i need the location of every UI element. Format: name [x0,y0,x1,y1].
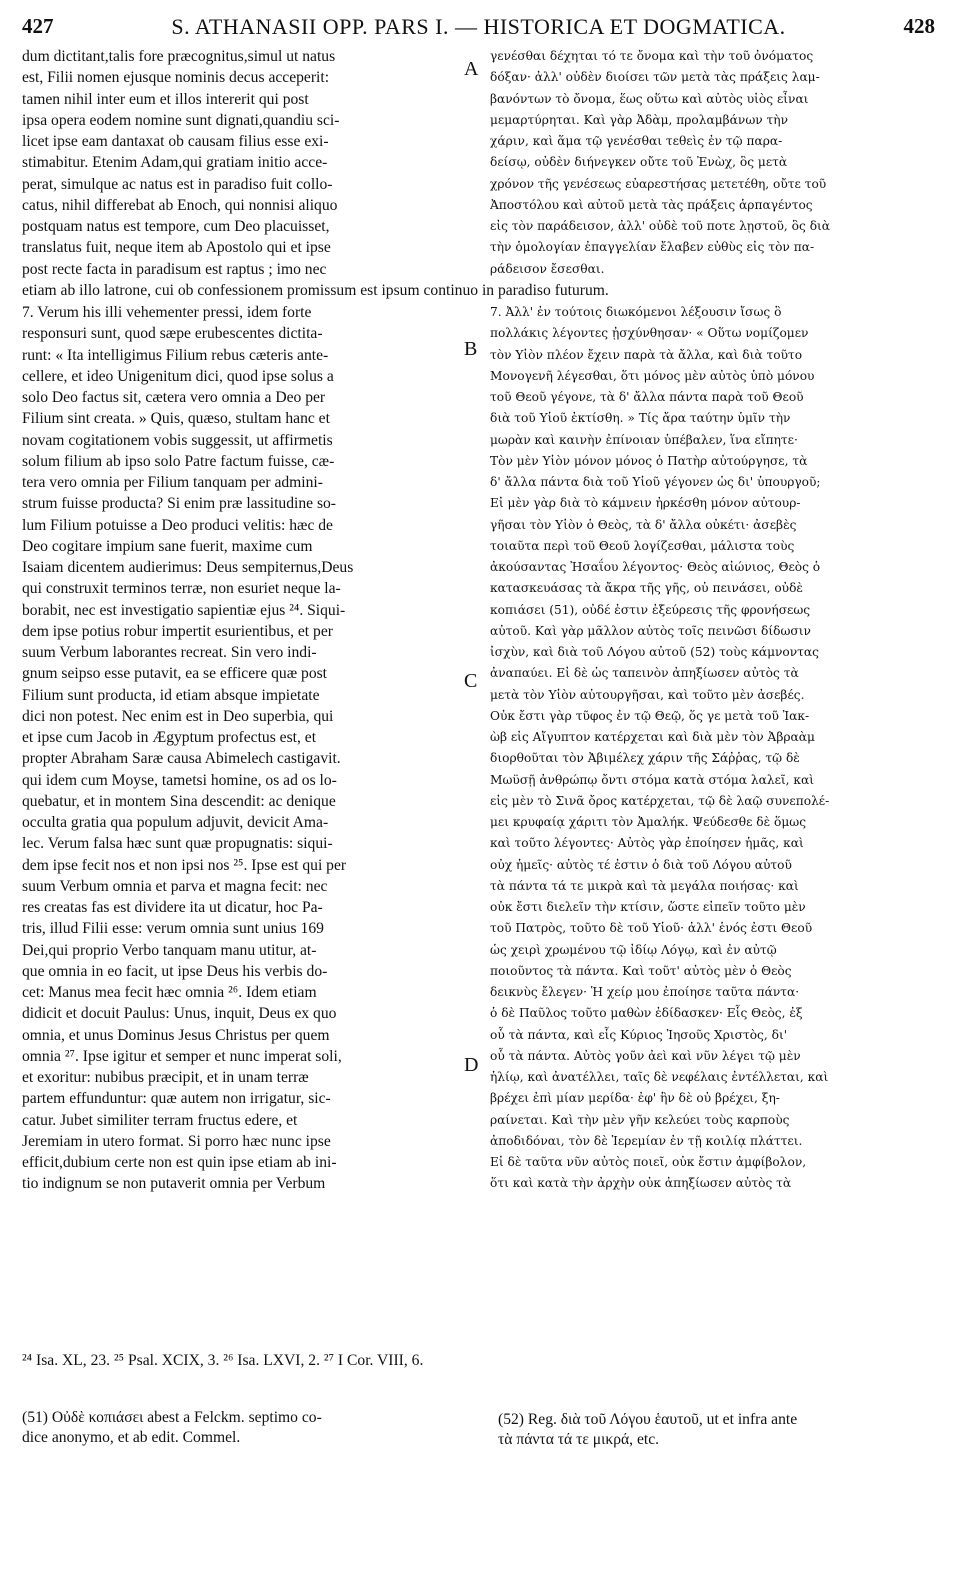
text-line: tris, illud Filii esse: verum omnia sunt unius 169 [22,920,324,938]
text-line: partem effunduntur: quæ autem non irrigatur, sic- [22,1090,331,1108]
text-line: ὅτι καὶ κατὰ τὴν ἀρχὴν οὐκ ἀπηξίωσεν αὐτὸς τὰ [490,1176,792,1191]
text-line: Deo cogitare impium sane fuerit, maxime cum [22,537,313,555]
text-line: qui construxit terminos terræ, non esuriet neque la- [22,580,341,598]
text-line: gnum seipso esse putavit, ea se efficere quæ post [22,665,328,683]
text-line: καὶ τοῦτο λέγοντες· Αὐτὸς γὰρ ἐποίησεν ἡμᾶς, καὶ [490,836,804,851]
full-width-line: etiam ab illo latrone, cui ob confessionem promissum est ipsum continuo in paradiso futurum. [22,282,609,299]
text-line: ραίνεται. Καὶ τὴν μὲν γῆν κελεύει τοὺς καρποὺς [490,1112,790,1127]
text-line: ὼβ εἰς Αἴγυπτον κατέρχεται καὶ διὰ μὲν τὸν Ἀβραὰμ [490,730,815,744]
text-line: εἰς τὸν παράδεισον, ἀλλ' οὐδὲ τοῦ ποτε λῃστοῦ, ὃς διὰ [490,219,831,233]
latin-column-main [22,302,472,1195]
text-line: strum fuisse producta? Si enim præ lassitudine so- [22,495,336,513]
text-line: εἰς μὲν τὸ Σινᾶ ὄρος κατέρχεται, τῷ δὲ λαῷ συνεπολέ- [490,793,830,808]
note-52 [498,1410,938,1450]
text-line: χάριν, καὶ ἅμα τῷ γενέσθαι τεθεὶς ἐν τῷ παρα- [490,134,783,148]
text-line: τὴν ὁμολογίαν ἐπαγγελίαν ἔλαβεν εὐθὺς εἰς τὸν πα- [490,240,815,255]
text-line: dem ipse potius robur impertit esurientibus, et per [22,622,333,640]
text-line: ἀναπαύει. Εἰ δὲ ὡς ταπεινὸν ἀπηξίωσεν αὐτὸς τὰ [490,666,799,681]
text-line: Οὐκ ἔστι γὰρ τῦφος ἐν τῷ Θεῷ, ὅς γε μετὰ τοῦ Ἰακ- [490,708,810,723]
page-header [22,14,935,44]
text-line: post recte facta in paradisum est raptus ; imo nec [22,260,327,278]
text-line: et exoritur: nubibus præcipit, et in unam terræ [22,1069,309,1086]
text-line: Μονογενῆ λέγεσθαι, ὅτι μόνος μὲν αὐτὸς ὑπὸ μόνου [490,368,815,383]
text-line: dum dictitant,talis fore præcognitus,simul ut natus [22,48,336,65]
text-line: δεικνὺς ἔλεγεν· Ἡ χείρ μου ἐποίησε ταῦτα πάντα· [490,985,800,999]
text-line: translatus fuit, neque item ab Apostolo qui et ipse [22,239,331,257]
text-line: perat, simulque ac natus est in paradiso fuit collo- [22,175,333,193]
text-line: Isaiam dicentem audierimus: Deus sempiternus,Deus [22,559,354,576]
text-line: res creatas fas est dividere ita ut dicatur, hoc Pa- [22,899,323,916]
page-number-right: 428 [903,14,935,38]
text-line: ἰσχὺν, καὶ διὰ τοῦ Λόγου αὐτοῦ (52) τοὺς κάμνοντας [490,645,819,659]
text-line: borabit, nec est investigatio sapientiæ ejus ²⁴. Siqui- [22,601,346,619]
note-line: (52) Reg. διὰ τοῦ Λόγου ἑαυτοῦ, ut et infra ante [498,1411,798,1428]
text-line: catus, nihil differebat ab Enoch, qui nonnisi aliquo [22,196,338,214]
text-line: οὗ τὰ πάντα. Αὐτὸς γοῦν ἀεὶ καὶ νῦν λέγει τῷ μὲν [490,1048,801,1063]
text-line: tio indignum se non putaverit omnia per Verbum [22,1175,326,1193]
text-line: κατασκευάσας τὰ ἄκρα τῆς γῆς, οὐ πεινάσει, οὐδὲ [490,581,803,596]
text-line: Dei,qui proprio Verbo tanquam manu utitur, at- [22,941,317,959]
text-line: πολλάκις λέγοντες ᾐσχύνθησαν· « Οὕτω νομίζομεν [490,326,809,341]
text-line: δ' ἄλλα πάντα διὰ τοῦ Υἱοῦ γέγονεν ὡς δι' ὑπουργοῦ; [490,475,821,489]
text-line: χρόνον τῆς γενέσεως εὐαρεστήσας μετετέθη, οὔτε τοῦ [490,176,827,191]
margin-letter-a: A [464,58,479,80]
text-line: novam cogitationem vobis suggessit, ut affirmetis [22,431,333,449]
text-line: licet ipse eam dantaxat ob causam filius esse exi- [22,133,329,150]
margin-letter-b: B [464,338,478,360]
text-line: dem ipse fecit nos et non ipsi nos ²⁵. Ipse est qui per [22,856,347,874]
text-line: qui idem cum Moyse, tametsi homine, os ad os lo- [22,771,337,789]
text-line: ἀκούσαντας Ἠσαΐου λέγοντος· Θεὸς αἰώνιος, Θεὸς ὁ [490,560,821,574]
text-line: tamen nihil inter eum et illos intererit qui post [22,90,309,108]
text-line: τοῦ Πατρὸς, τοῦτο δὲ τοῦ Υἱοῦ· ἀλλ' ἑνός ἐστι Θεοῦ [490,921,813,936]
note-line: (51) Οὐδὲ κοπιάσει abest a Felckm. septimo co- [22,1409,322,1426]
text-line: ποιοῦντος τὰ πάντα. Καὶ τοῦτ' αὐτὸς μὲν ὁ Θεὸς [490,963,792,978]
text-line: οὗ τὰ πάντα, καὶ εἷς Κύριος Ἰησοῦς Χριστὸς, δι' [490,1027,788,1042]
text-line: κοπιάσει (51), οὐδέ ἐστιν ἐξεύρεσις τῆς φρονήσεως [490,602,811,617]
text-line: Jeremiam in utero format. Si porro hæc nunc ipse [22,1132,331,1150]
latin-column-top [22,46,472,280]
text-line: Filium sint creata. » Quis, quæso, stultam hanc et [22,410,330,428]
text-line: βανόντων τὸ ὄνομα, ἕως οὕτω καὶ αὐτὸς υἱὸς εἶναι [490,91,809,106]
text-line: τοιαῦτα περὶ τοῦ Θεοῦ λογίζεσθαι, μάλιστα τοὺς [490,538,795,553]
text-line: stimabitur. Etenim Adam,qui gratiam initio acce- [22,154,328,172]
text-line: catur. Jubet similiter terram fructus edere, et [22,1111,298,1129]
text-line: δόξαν· ἀλλ' οὐδὲν διοίσει τῶν μετὰ τὰς πράξεις λαμ- [490,70,820,85]
text-line: μετὰ τὸν Υἱὸν αὐτουργῆσαι, καὶ τοῦτο μὲν ἀσεβές. [490,687,805,702]
note-51 [22,1408,462,1448]
text-line: δείσῳ, οὐδὲν διήνεγκεν οὔτε τοῦ Ἐνὼχ, ὃς μετὰ [490,155,788,170]
text-line: Μωϋσῇ ἀνθρώπῳ ὄντι στόμα κατὰ στόμα λαλεῖ, καὶ [490,772,815,787]
running-title: S. ATHANASII OPP. PARS I. — HISTORICA ET DOGMATICA. [171,14,786,39]
text-line: runt: « Ita intelligimus Filium rebus cæteris ante- [22,346,329,364]
text-line: tera vero omnia per Filium tanquam per admini- [22,474,323,491]
note-line: dice anonymo, et ab edit. Commel. [22,1429,241,1446]
text-line: ὡς χειρὶ χρωμένου τῷ ἰδίῳ Λόγῳ, καὶ ἐν αὐτῷ [490,942,777,957]
text-line: solo Deo factus sit, cætera vero omnia a Deo per [22,389,326,406]
text-line: 7. Verum his illi vehementer pressi, idem forte [22,304,312,321]
greek-column-top [490,46,950,280]
note-line: τὰ πάντα τά τε μικρά, etc. [498,1431,660,1448]
text-line: suum Verbum laborantes recreat. Sin vero indi- [22,644,317,661]
text-line: que omnia in eo facit, ut ipse Deus his verbis do- [22,962,328,980]
text-line: αὐτοῦ. Καὶ γὰρ μᾶλλον αὐτὸς τοῖς πεινῶσι δίδωσιν [490,623,811,638]
text-line: responsuri sunt, quod sæpe erubescentes dictita- [22,325,323,343]
greek-column-main [490,302,950,1195]
text-line: ἀποδιδόναι, τὸν δὲ Ἱερεμίαν ἐν τῇ κοιλίᾳ πλάττει. [490,1133,803,1148]
text-line: Ἀποστόλου καὶ αὐτοῦ μετὰ τὰς πράξεις ἁρπαγέντος [490,197,813,212]
text-line: ἡλίῳ, καὶ ἀνατέλλει, ταῖς δὲ νεφέλαις ἐντέλλεται, καὶ [490,1070,829,1084]
margin-letter-c: C [464,670,478,692]
text-line: οὐκ ἔστι διελεῖν τὴν κτίσιν, ὥστε εἰπεῖν τοῦτο μὲν [490,900,806,914]
text-line: didicit et docuit Paulus: Unus, inquit, Deus ex quo [22,1005,337,1023]
text-line: γενέσθαι δέχηται τό τε ὄνομα καὶ τὴν τοῦ ὀνόματος [490,49,814,63]
text-line: occulta gratia qua populum adjuvit, devicit Ama- [22,814,329,831]
text-line: lec. Verum falsa hæc sunt quæ propugnatis: siqui- [22,835,333,853]
page-number-left: 427 [22,14,54,38]
text-line: τὸν Υἱὸν πλέον ἔχειν παρὰ τὰ ἄλλα, καὶ διὰ τοῦτο [490,347,803,362]
text-line: ipsa opera eodem nomine sunt dignati,quandiu sci- [22,111,340,129]
text-line: postquam natus est tempore, cum Deo placuisset, [22,218,330,235]
text-line: ὁ δὲ Παῦλος τοῦτο μαθὼν ἐδίδασκεν· Εἷς Θεὸς, ἐξ [490,1006,803,1021]
text-line: et ipse cum Jacob in Ægyptum profectus est, et [22,729,317,746]
margin-letter-d: D [464,1054,479,1076]
text-line: μωρὰν καὶ καινὴν ἐπίνοιαν ὑπέβαλεν, ἵνα εἴπητε· [490,432,798,447]
text-line: omnia ²⁷. Ipse igitur et semper et nunc imperat soli, [22,1047,342,1065]
text-line: Εἰ μὲν γὰρ διὰ τὸ κάμνειν ἠρκέσθη μόνον αὐτουρ- [490,496,801,511]
text-line: quebatur, et in montem Sina descendit: ac denique [22,792,336,810]
text-line: cet: Manus mea fecit hæc omnia ²⁶. Idem etiam [22,984,317,1001]
text-line: omnia, et unus Dominus Jesus Christus per quem [22,1026,330,1044]
text-line: efficit,dubium certe non est quin ipse etiam ab ini- [22,1154,337,1171]
text-line: lum Filium potuisse a Deo produci velitis: hæc de [22,516,333,534]
text-line: 7. Ἀλλ' ἐν τούτοις διωκόμενοι λέξουσιν ἴσως ὃ [490,305,782,319]
text-line: μεμαρτύρηται. Καὶ γὰρ Ἀδὰμ, προλαμβάνων τὴν [490,112,788,127]
text-line: cellere, et ideo Unigenitum dici, quod ipse solus a [22,367,334,385]
text-line: est, Filii nomen ejusque nominis decus acceperit: [22,69,330,87]
text-line: βρέχει ἐπὶ μίαν μερίδα· ἐφ' ἣν δὲ οὐ βρέχει, ξη- [490,1091,780,1106]
text-line: suum Verbum omnia et parva et magna fecit: nec [22,877,328,895]
text-line: διορθοῦται τὸν Ἀβιμέλεχ χάριν τῆς Σάῤῥας, τῷ δὲ [490,751,800,766]
text-line: dici non potest. Nec enim est in Deo superbia, qui [22,707,334,725]
text-line: propter Abraham Saræ causa Abimelech castigavit. [22,750,341,768]
text-line: solum filium ab ipso solo Patre factum fuisse, cæ- [22,452,335,470]
text-line: γῆσαι τὸν Υἱὸν ὁ Θεὸς, τὰ δ' ἄλλα οὐκέτι· ἀσεβὲς [490,517,797,532]
text-line: μει κρυφαίᾳ χάριτι τὸν Ἀμαλήκ. Ψεύδεσθε δὲ ὅμως [490,815,807,829]
text-line: Εἰ δὲ ταῦτα νῦν αὐτὸς ποιεῖ, οὐκ ἔστιν ἀμφίβολον, [490,1155,807,1169]
text-line: τοῦ Θεοῦ γέγονε, τὰ δ' ἄλλα πάντα παρὰ τοῦ Θεοῦ [490,390,804,404]
text-line: διὰ τοῦ Υἱοῦ ἐκτίσθη. » Τίς ἄρα ταύτην ὑμῖν τὴν [490,411,791,426]
text-line: τὰ πάντα τά τε μικρὰ καὶ τὰ μεγάλα ποιήσας· καὶ [490,878,799,893]
text-line: οὐχ ἡμεῖς· αὐτὸς τέ ἐστιν ὁ διὰ τοῦ Λόγου αὐτοῦ [490,857,792,872]
text-line: ράδεισον ἔσεσθαι. [490,261,605,276]
text-line: Filium sunt producta, id etiam absque impietate [22,686,320,704]
scripture-footnotes: ²⁴ Isa. XL, 23. ²⁵ Psal. XCIX, 3. ²⁶ Isa. LXVI, 2. ²⁷ I Cor. VIII, 6. [22,1352,424,1369]
text-line: Τὸν μὲν Υἱὸν μόνον μόνος ὁ Πατὴρ αὐτούργησε, τὰ [490,453,808,468]
